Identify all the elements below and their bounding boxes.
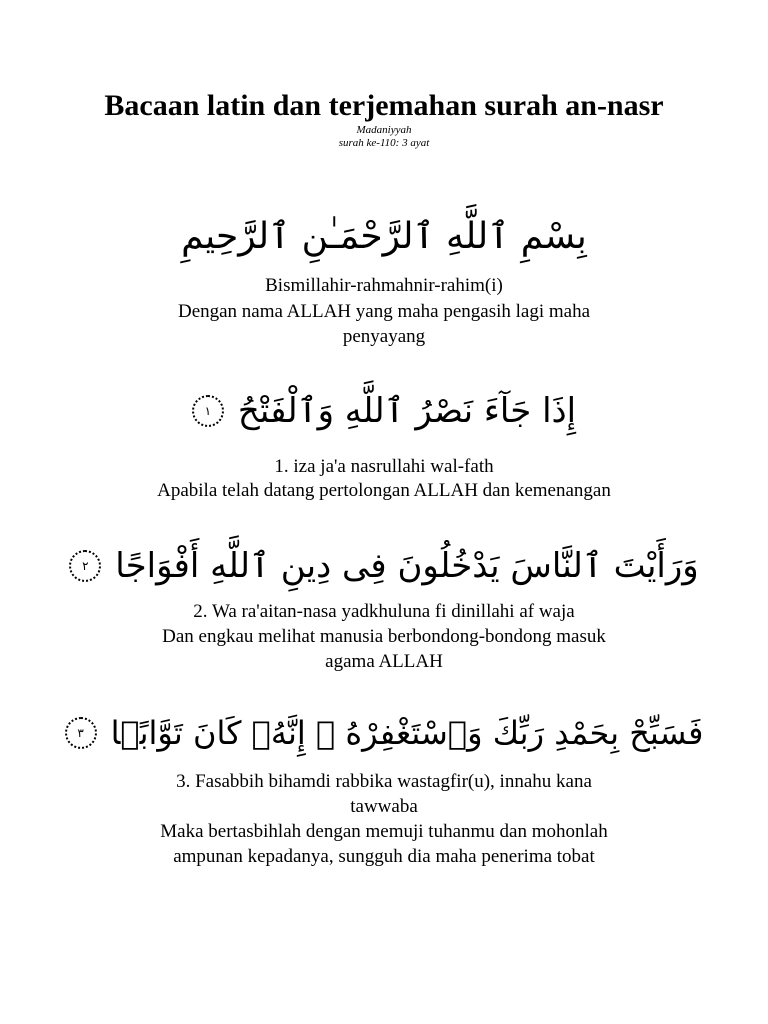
ayah-1-latin: 1. iza ja'a nasrullahi wal-fath bbox=[274, 456, 494, 477]
ayah-2-arabic: وَرَأَيْتَ ٱلنَّاسَ يَدْخُلُونَ فِى دِينِ ٱللَّهِ أَفْوَاجًا bbox=[115, 546, 699, 586]
ayah-1-arabic: إِذَا جَآءَ نَصْرُ ٱللَّهِ وَٱلْفَتْحُ bbox=[237, 391, 577, 431]
ayah-3-latin-line-1: 3. Fasabbih bihamdi rabbika wastagfir(u), innahu kana bbox=[176, 771, 592, 792]
ayah-2-latin: 2. Wa ra'aitan-nasa yadkhuluna fi dinillahi af waja bbox=[193, 601, 575, 622]
ayah-3-translation-line-2: ampunan kepadanya, sungguh dia maha penerima tobat bbox=[173, 846, 595, 867]
ayah-1-arabic-block bbox=[0, 388, 768, 434]
basmala-translation-line-1: Dengan nama ALLAH yang maha pengasih lagi maha bbox=[177, 301, 591, 322]
basmala-arabic: بِسْمِ ٱللَّهِ ٱلرَّحْمَـٰنِ ٱلرَّحِيمِ bbox=[181, 216, 587, 257]
ayah-2-translation-line-1: Dan engkau melihat manusia berbondong-bondong masuk bbox=[162, 626, 606, 647]
ayah-1-number-marker: ١ bbox=[192, 395, 224, 427]
surah-info: surah ke-110: 3 ayat bbox=[338, 137, 430, 149]
ayah-3-translation-line-1: Maka bertasbihlah dengan memuji tuhanmu dan mohonlah bbox=[160, 821, 608, 842]
ayah-1-translation: Apabila telah datang pertolongan ALLAH dan kemenangan bbox=[157, 480, 611, 501]
ayah-3-arabic-block bbox=[0, 710, 768, 756]
basmala-latin: Bismillahir-rahmahnir-rahim(i) bbox=[265, 275, 503, 296]
ayah-2-number-marker: ٢ bbox=[69, 550, 101, 582]
basmala-translation-line-2: penyayang bbox=[342, 326, 426, 347]
ayah-2-translation-line-2: agama ALLAH bbox=[325, 651, 443, 672]
page-title: Bacaan latin dan terjemahan surah an-nasr bbox=[104, 89, 664, 122]
ayah-3-latin-line-2: tawwaba bbox=[350, 796, 418, 817]
surah-type: Madaniyyah bbox=[356, 124, 412, 136]
ayah-3-arabic: فَسَبِّحْ بِحَمْدِ رَبِّكَ وَٱسْتَغْفِرْهُ ۚ إِنَّهُۥ كَانَ تَوَّابًۢا bbox=[110, 714, 704, 752]
ayah-3-number-marker: ٣ bbox=[65, 717, 97, 749]
ayah-2-arabic-block bbox=[0, 543, 768, 589]
